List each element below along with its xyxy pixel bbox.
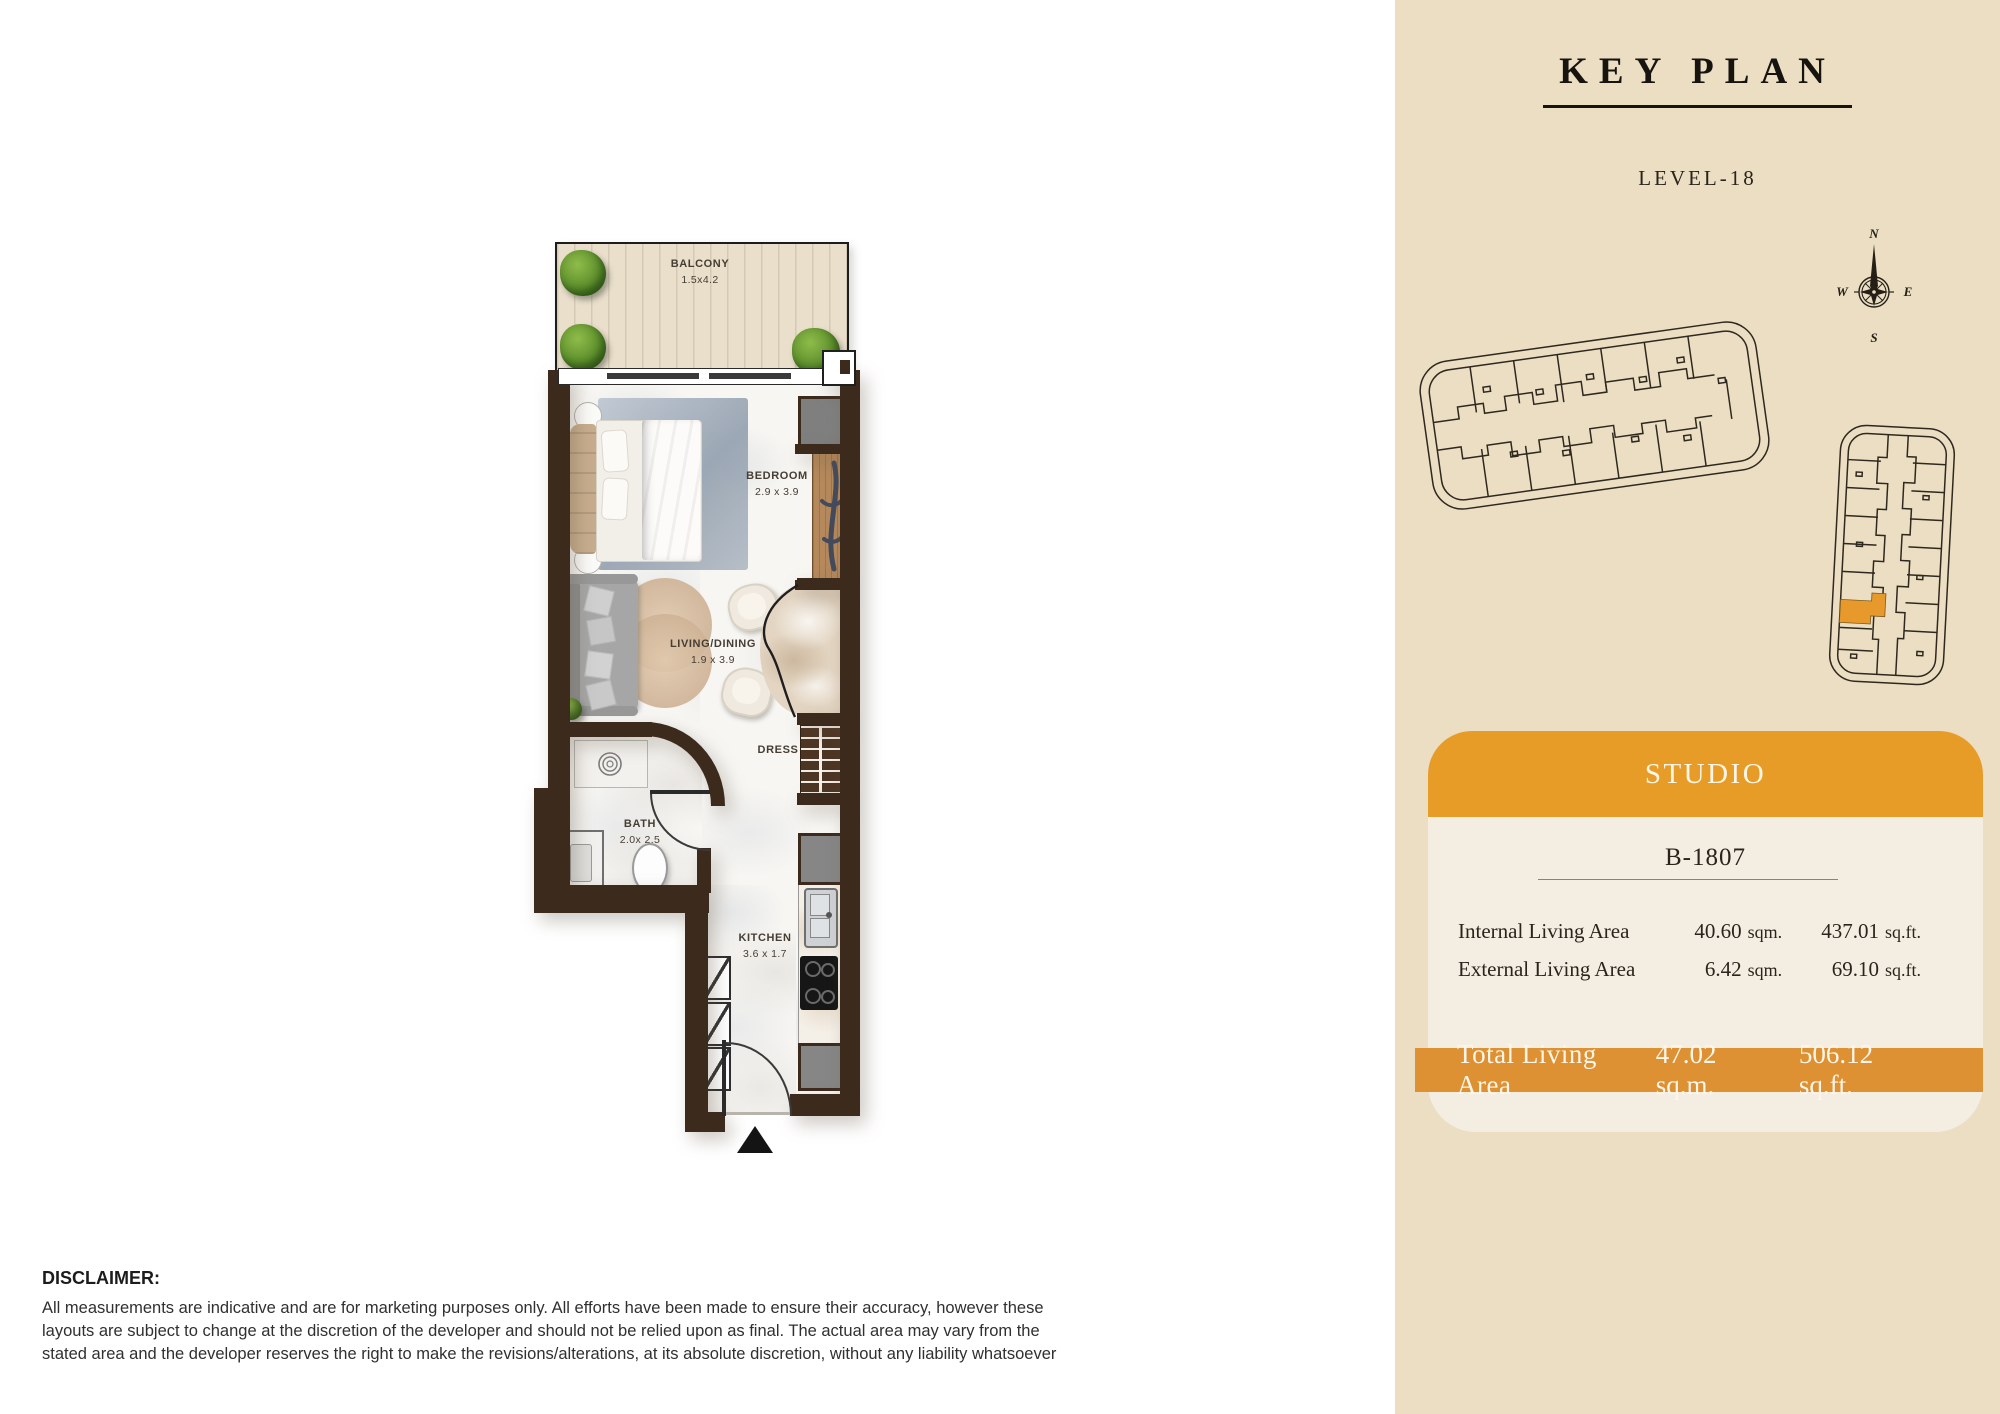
highlighted-unit (1839, 591, 1886, 624)
compass-west-label: W (1836, 284, 1848, 299)
total-living-area-bar (1415, 1039, 1983, 1100)
compass-south-label: S (1870, 330, 1878, 345)
area-rows (1458, 919, 1921, 995)
area-row-sqft: 69.10 sq.ft. (1831, 957, 1921, 981)
area-row-label: External Living Area (1458, 957, 1636, 981)
disclaimer-title: DISCLAIMER: (42, 1268, 160, 1288)
sliding-door-panel (607, 373, 699, 379)
entrance-threshold (726, 1112, 790, 1115)
compass-east-label: E (1903, 284, 1913, 299)
sliding-door-panel (709, 373, 791, 379)
balcony-utility-box (822, 350, 856, 386)
area-row-label: Internal Living Area (1458, 919, 1630, 943)
entrance-arrow-icon (737, 1126, 773, 1153)
room-label-bath: BATH 2.0x 2.5 (619, 818, 661, 846)
key-plan-building-1 (1413, 315, 1776, 517)
bath-door-leaf (650, 790, 710, 794)
window-band (558, 368, 844, 385)
area-row-sqm: 40.60 sqm. (1694, 919, 1783, 943)
total-sqm: 47.02 sq.m. (1655, 1039, 1717, 1100)
room-label-living-dining: LIVING/DINING 1.9 x 3.9 (669, 638, 757, 666)
room-label-balcony: BALCONY 1.5x4.2 (670, 258, 730, 286)
disclaimer (42, 1268, 1087, 1365)
unit-info-card (1428, 731, 1983, 1132)
key-plan-title: KEY PLAN (1395, 50, 2000, 108)
unit-number-underline (1538, 879, 1838, 880)
unit-number: B-1807 (1665, 844, 1746, 871)
area-row-sqft: 437.01 sq.ft. (1821, 919, 1921, 943)
compass-rose-icon (1852, 238, 1896, 314)
compass-north-label: N (1869, 226, 1879, 241)
area-row-external (1458, 957, 1921, 982)
area-row-sqm: 6.42 sqm. (1704, 957, 1783, 981)
utility-box-inner (840, 360, 850, 374)
total-sqft: 506.12 sq.ft. (1798, 1039, 1874, 1100)
level-label: LEVEL-18 (1638, 166, 1757, 190)
entrance-door-leaf (722, 1040, 726, 1116)
key-plan-building-2 (1825, 421, 1959, 689)
area-row-internal (1458, 919, 1921, 944)
disclaimer-body: All measurements are indicative and are for marketing purposes only. All efforts have been made to ensure their accuracy, however these layouts are subject to change at the discretion of the developer and should not be relied upon as final. The actual area may vary from the stated area and the developer reserves the right to make the revisions/alterations, at its absolute discretion, without any liability whatsoever (42, 1299, 1057, 1363)
total-label: Total Living Area (1457, 1039, 1597, 1100)
room-label-dress: DRESS (757, 744, 799, 756)
key-plan-panel (1395, 0, 2000, 1414)
room-label-kitchen: KITCHEN 3.6 x 1.7 (738, 932, 792, 960)
unit-type-header: STUDIO (1428, 731, 1983, 817)
room-label-bedroom: BEDROOM 2.9 x 3.9 (746, 470, 808, 498)
